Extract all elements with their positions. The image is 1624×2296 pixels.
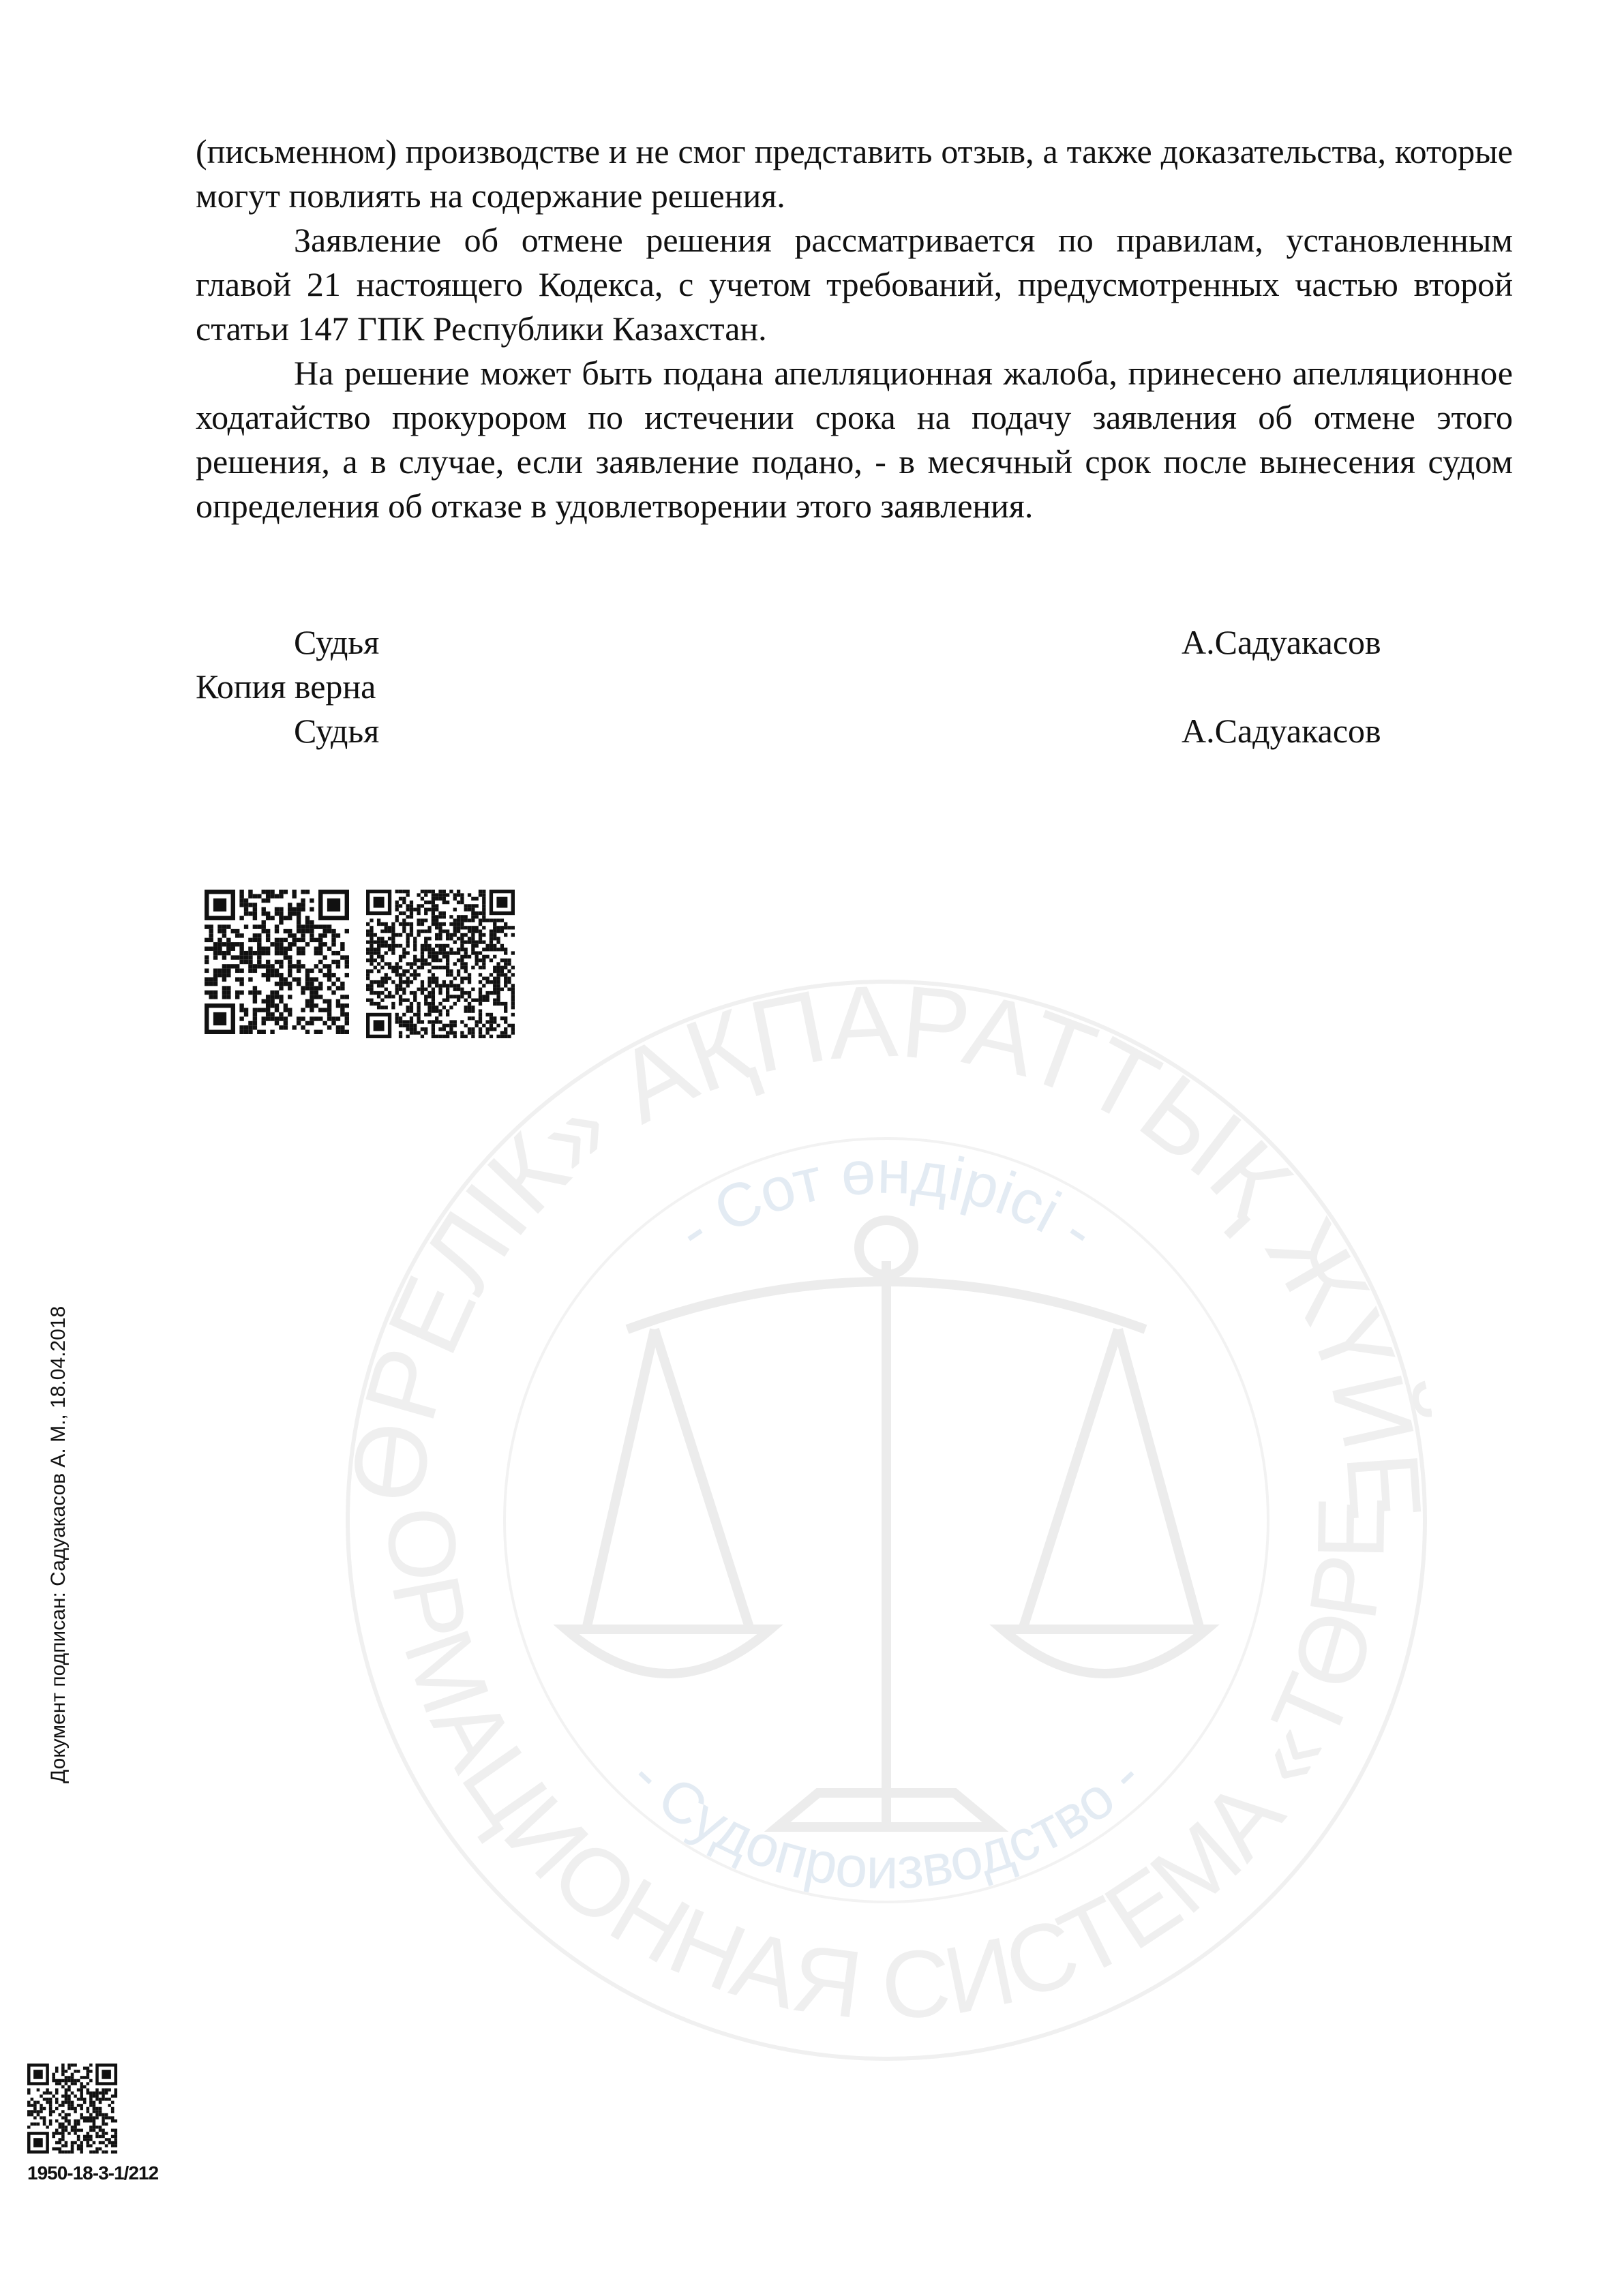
judge-title-2: Судья — [294, 712, 380, 750]
document-body — [196, 130, 1513, 528]
watermark-inner-bottom: - Судопроизводство - — [618, 1744, 1154, 1902]
watermark-seal — [341, 975, 1432, 2066]
watermark-inner-top: - Сот өндірісі - — [665, 1138, 1108, 1266]
paragraph-2: Заявление об отмене решения рассматривается по правилам, установленным главой 21 настоящего Кодекса, с учетом требований, предусмотренных частью второй статьи 147 ГПК Республики Казахстан. — [196, 221, 1513, 348]
scales-icon — [566, 1220, 1207, 1827]
paragraph-1: (письменном) производстве и не смог представить отзыв, а также доказательства, которые могут повлиять на содержание решения. — [196, 132, 1513, 215]
watermark-outer-bottom: ОРМАЦИОННАЯ СИСТЕМА «ТӨРЕ — [367, 1495, 1405, 2040]
copy-verified-label: Копия верна — [196, 667, 376, 706]
document-number: 1950-18-3-1/212 — [27, 2162, 159, 2184]
judge-title-1: Судья — [294, 623, 380, 661]
paragraph-3: На решение может быть подана апелляционная жалоба, принесено апелляционное ходатайство прокурором по истечении срока на подачу заявления об отмене этого решения, а в случае, если заявление подано, - в месячный срок после вынесения судом определения об отказе в удовлетворении этого заявления. — [196, 354, 1513, 525]
judge-name-2: А.Садуакасов — [1182, 712, 1381, 750]
svg-text:- Сот өндірісі - — [665, 1138, 1107, 1266]
qr-code-icon — [205, 890, 349, 1034]
signature-note: Документ подписан: Садуакасов А. М., 18.04.2018 — [47, 1305, 70, 1783]
qr-code-icon — [366, 890, 515, 1038]
judge-name-1: А.Садуакасов — [1182, 623, 1381, 661]
qr-code-icon — [27, 2064, 117, 2154]
watermark-outer-top: ӨРЕЛІК» АҚПАРАТТЫҚ ЖҮЙ — [341, 975, 1432, 1509]
